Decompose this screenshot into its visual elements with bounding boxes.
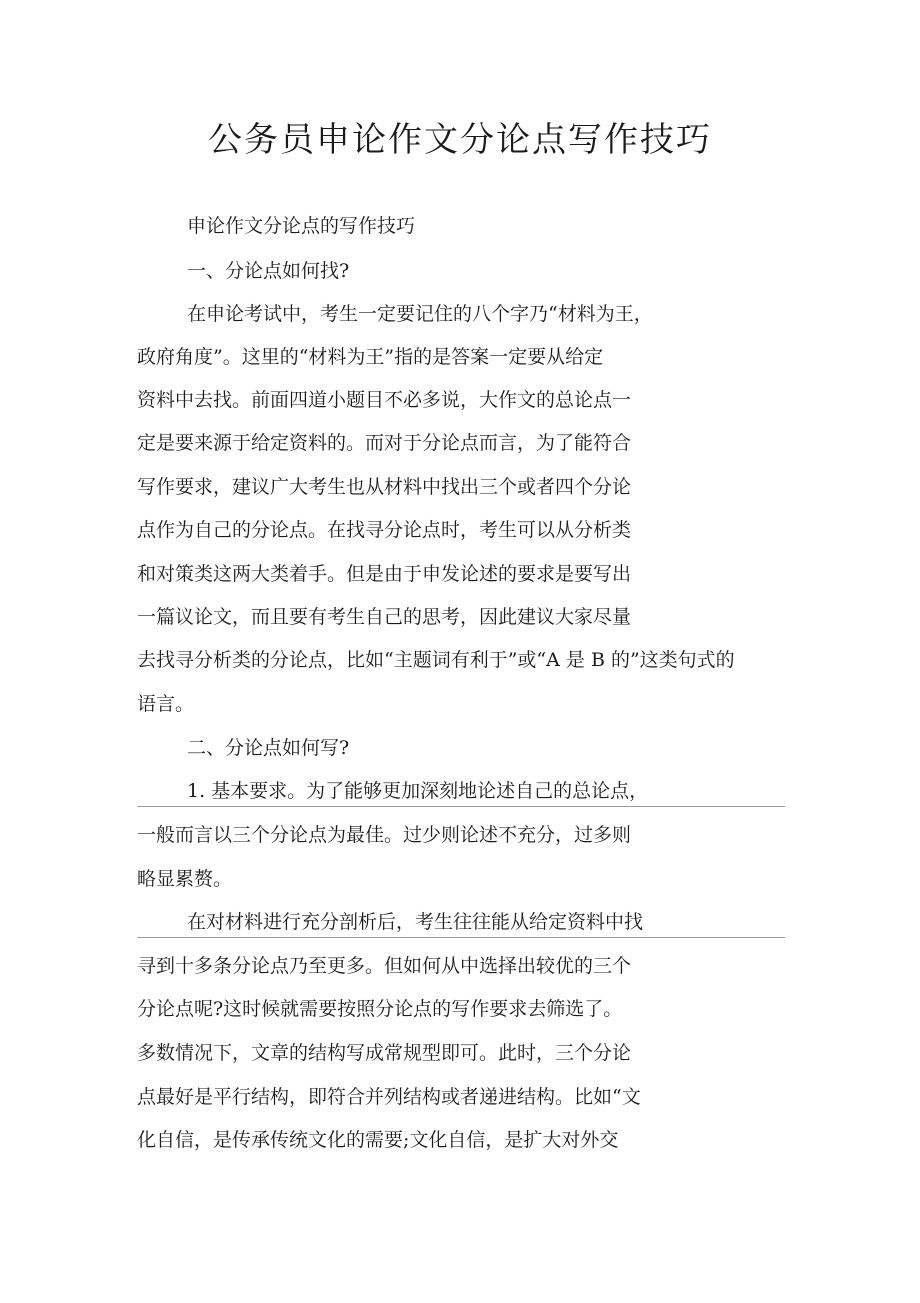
paragraph-line: 多数情况下，文章的结构写成常规型即可。此时，三个分论 <box>137 1042 632 1064</box>
document-title: 公务员申论作文分论点写作技巧 <box>208 120 712 160</box>
paragraph-line: 一般而言以三个分论点为最佳。过少则论述不充分，过多则 <box>137 824 632 846</box>
paragraph-line: 定是要来源于给定资料的。而对于分论点而言，为了能符合 <box>137 432 632 454</box>
paragraph-line: 在对材料进行充分剖析后，考生往往能从给定资料中找 <box>187 911 644 933</box>
paragraph-line: 1. 基本要求。为了能够更加深刻地论述自己的总论点， <box>187 780 649 802</box>
divider-line <box>137 806 785 807</box>
divider-line <box>137 937 785 938</box>
paragraph-line: 寻到十多条分论点乃至更多。但如何从中选择出较优的三个 <box>137 955 632 977</box>
paragraph-line: 去找寻分析类的分论点，比如“主题词有利于”或“A 是 B 的”这类句式的 <box>137 649 735 671</box>
paragraph-line: 略显累赘。 <box>137 868 233 890</box>
paragraph-line: 语言。 <box>137 693 195 715</box>
paragraph-line: 和对策类这两大类着手。但是由于申发论述的要求是要写出 <box>137 563 632 585</box>
subtitle-line: 申论作文分论点的写作技巧 <box>187 215 416 237</box>
paragraph-line: 化自信，是传承传统文化的需要;文化自信，是扩大对外交 <box>137 1129 619 1151</box>
paragraph-line: 点最好是平行结构，即符合并列结构或者递进结构。比如“文 <box>137 1086 641 1108</box>
paragraph-line: 写作要求，建议广大考生也从材料中找出三个或者四个分论 <box>137 476 632 498</box>
paragraph-line: 在申论考试中，考生一定要记住的八个字乃“材料为王， <box>187 303 653 325</box>
paragraph-line: 政府角度”。这里的“材料为王”指的是答案一定要从给定 <box>137 346 604 368</box>
section-heading-2: 二、分论点如何写? <box>187 737 350 759</box>
paragraph-line: 点作为自己的分论点。在找寻分论点时，考生可以从分析类 <box>137 519 632 541</box>
section-heading-1: 一、分论点如何找? <box>187 260 350 282</box>
paragraph-line: 一篇议论文，而且要有考生自己的思考，因此建议大家尽量 <box>137 606 632 628</box>
paragraph-line: 资料中去找。前面四道小题目不必多说，大作文的总论点一 <box>137 389 632 411</box>
paragraph-line: 分论点呢?这时候就需要按照分论点的写作要求去筛选了。 <box>137 998 623 1020</box>
